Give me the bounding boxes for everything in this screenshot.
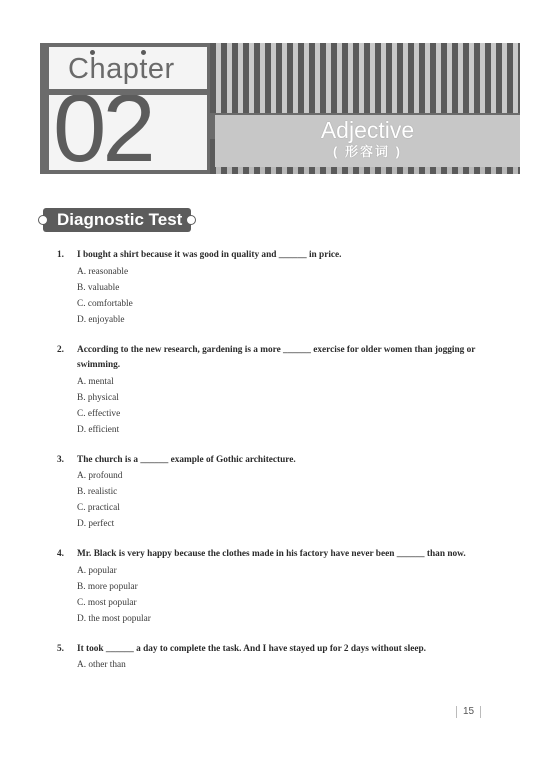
question-text: The church is a ______ example of Gothic architecture. bbox=[77, 454, 296, 465]
question-text: According to the new research, gardening is a more ______ exercise for older women than jogging or swimming. bbox=[77, 344, 476, 370]
option-item: C. effective bbox=[77, 408, 121, 419]
question-item bbox=[57, 642, 487, 674]
question-text: It took ______ a day to complete the task. And I have stayed up for 2 days without sleep. bbox=[77, 643, 427, 654]
option-item: A. popular bbox=[77, 565, 117, 576]
option-item: C. practical bbox=[77, 503, 120, 513]
option-item: D. enjoyable bbox=[77, 314, 125, 325]
chapter-word: Chapter bbox=[68, 53, 175, 85]
page-number: 15 bbox=[456, 706, 481, 718]
option-item: B. valuable bbox=[77, 282, 120, 293]
option-list bbox=[77, 563, 487, 627]
option-item: A. profound bbox=[77, 471, 123, 481]
section-header bbox=[38, 208, 196, 232]
option-list bbox=[77, 264, 487, 328]
chapter-title-box bbox=[215, 115, 520, 167]
question-number: 3. bbox=[57, 454, 64, 465]
question-item bbox=[57, 248, 487, 328]
option-item: B. more popular bbox=[77, 581, 138, 592]
option-item: B. realistic bbox=[77, 487, 118, 497]
option-list bbox=[77, 468, 487, 532]
chapter-label-box bbox=[49, 47, 207, 89]
option-item: C. most popular bbox=[77, 597, 137, 608]
section-title: Diagnostic Test bbox=[43, 208, 191, 232]
chapter-subtitle: ( 形容词 ) bbox=[333, 144, 402, 159]
question-number: 1. bbox=[57, 250, 64, 260]
question-number: 4. bbox=[57, 549, 64, 559]
chapter-number: 02 bbox=[53, 95, 152, 170]
option-list bbox=[77, 657, 487, 673]
option-item: B. physical bbox=[77, 392, 119, 403]
option-item: C. comfortable bbox=[77, 298, 133, 309]
question-number: 5. bbox=[57, 643, 64, 654]
question-item bbox=[57, 343, 487, 438]
question-number: 2. bbox=[57, 344, 64, 355]
bullet-dot-icon bbox=[38, 215, 48, 225]
chapter-number-box bbox=[49, 95, 207, 170]
question-item bbox=[57, 453, 487, 533]
question-list bbox=[57, 248, 487, 688]
option-item: A. reasonable bbox=[77, 266, 129, 277]
question-text: I bought a shirt because it was good in quality and ______ in price. bbox=[77, 250, 342, 260]
question-text: Mr. Black is very happy because the clothes made in his factory have never been ______ than now. bbox=[77, 549, 466, 559]
option-item: D. efficient bbox=[77, 424, 120, 435]
chapter-banner bbox=[40, 43, 520, 174]
bullet-dot-icon bbox=[186, 215, 196, 225]
option-item: A. mental bbox=[77, 376, 114, 387]
option-item: D. perfect bbox=[77, 519, 115, 529]
banner-stripes-top bbox=[210, 43, 520, 113]
option-item: D. the most popular bbox=[77, 613, 151, 624]
chapter-title: Adjective bbox=[320, 117, 415, 143]
option-item: A. other than bbox=[77, 660, 126, 670]
question-item bbox=[57, 547, 487, 627]
option-list bbox=[77, 374, 487, 438]
